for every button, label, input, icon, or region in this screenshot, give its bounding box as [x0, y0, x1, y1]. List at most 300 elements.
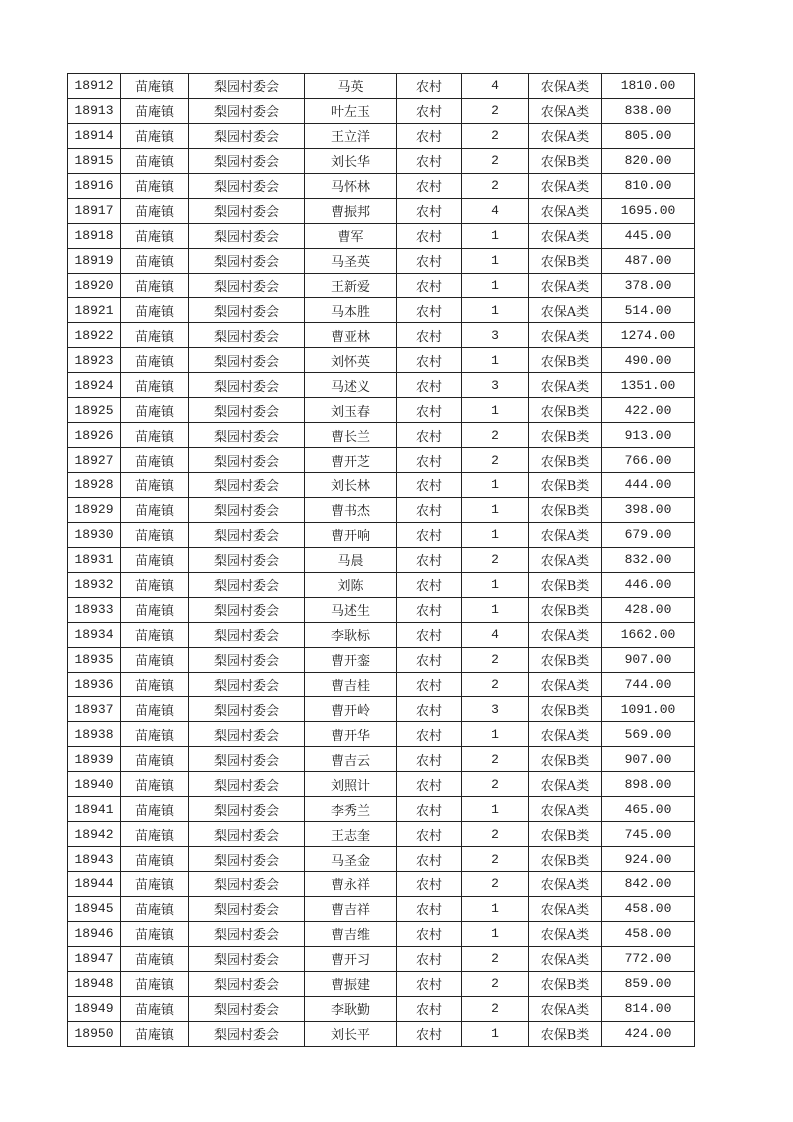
name-cell: 曹书杰 [305, 497, 397, 522]
table-row [68, 522, 695, 547]
name-cell: 刘陈 [305, 572, 397, 597]
name-cell: 王志奎 [305, 822, 397, 847]
insurance-category-cell: 农保B类 [529, 747, 602, 772]
village-committee-cell: 梨园村委会 [189, 198, 305, 223]
serial-number-cell: 18933 [68, 597, 121, 622]
name-cell: 刘长平 [305, 1021, 397, 1046]
town-cell: 苗庵镇 [121, 398, 189, 423]
household-size-cell: 2 [462, 772, 529, 797]
area-type-cell: 农村 [397, 971, 462, 996]
name-cell: 李耿勤 [305, 996, 397, 1021]
town-cell: 苗庵镇 [121, 847, 189, 872]
serial-number-cell: 18930 [68, 522, 121, 547]
table-row [68, 847, 695, 872]
serial-number-cell: 18940 [68, 772, 121, 797]
household-size-cell: 1 [462, 921, 529, 946]
area-type-cell: 农村 [397, 373, 462, 398]
amount-cell: 458.00 [602, 896, 695, 921]
amount-cell: 898.00 [602, 772, 695, 797]
table-row [68, 423, 695, 448]
insurance-category-cell: 农保B类 [529, 448, 602, 473]
insurance-category-cell: 农保B类 [529, 647, 602, 672]
insurance-category-cell: 农保A类 [529, 547, 602, 572]
amount-cell: 913.00 [602, 423, 695, 448]
town-cell: 苗庵镇 [121, 547, 189, 572]
insurance-category-cell: 农保B类 [529, 148, 602, 173]
serial-number-cell: 18928 [68, 473, 121, 498]
serial-number-cell: 18923 [68, 348, 121, 373]
name-cell: 李秀兰 [305, 797, 397, 822]
insurance-category-cell: 农保B类 [529, 497, 602, 522]
insurance-category-cell: 农保A类 [529, 921, 602, 946]
area-type-cell: 农村 [397, 597, 462, 622]
table-row [68, 323, 695, 348]
name-cell: 刘长华 [305, 148, 397, 173]
town-cell: 苗庵镇 [121, 448, 189, 473]
amount-cell: 838.00 [602, 98, 695, 123]
serial-number-cell: 18932 [68, 572, 121, 597]
table-row [68, 497, 695, 522]
table-row [68, 697, 695, 722]
serial-number-cell: 18950 [68, 1021, 121, 1046]
village-committee-cell: 梨园村委会 [189, 797, 305, 822]
name-cell: 曹吉云 [305, 747, 397, 772]
area-type-cell: 农村 [397, 921, 462, 946]
name-cell: 曹开岭 [305, 697, 397, 722]
amount-cell: 772.00 [602, 946, 695, 971]
household-size-cell: 2 [462, 448, 529, 473]
serial-number-cell: 18937 [68, 697, 121, 722]
area-type-cell: 农村 [397, 722, 462, 747]
name-cell: 曹开习 [305, 946, 397, 971]
town-cell: 苗庵镇 [121, 722, 189, 747]
name-cell: 马本胜 [305, 298, 397, 323]
area-type-cell: 农村 [397, 747, 462, 772]
amount-cell: 859.00 [602, 971, 695, 996]
town-cell: 苗庵镇 [121, 647, 189, 672]
village-committee-cell: 梨园村委会 [189, 622, 305, 647]
insurance-category-cell: 农保A类 [529, 98, 602, 123]
village-committee-cell: 梨园村委会 [189, 921, 305, 946]
amount-cell: 487.00 [602, 248, 695, 273]
table-row [68, 822, 695, 847]
household-size-cell: 1 [462, 273, 529, 298]
serial-number-cell: 18945 [68, 896, 121, 921]
name-cell: 曹开銮 [305, 647, 397, 672]
serial-number-cell: 18935 [68, 647, 121, 672]
area-type-cell: 农村 [397, 348, 462, 373]
table-row [68, 872, 695, 897]
insurance-category-cell: 农保A类 [529, 273, 602, 298]
serial-number-cell: 18921 [68, 298, 121, 323]
household-size-cell: 2 [462, 996, 529, 1021]
amount-cell: 766.00 [602, 448, 695, 473]
town-cell: 苗庵镇 [121, 198, 189, 223]
town-cell: 苗庵镇 [121, 348, 189, 373]
household-size-cell: 1 [462, 473, 529, 498]
amount-cell: 814.00 [602, 996, 695, 1021]
village-committee-cell: 梨园村委会 [189, 896, 305, 921]
serial-number-cell: 18916 [68, 173, 121, 198]
insurance-category-cell: 农保A类 [529, 946, 602, 971]
town-cell: 苗庵镇 [121, 996, 189, 1021]
area-type-cell: 农村 [397, 473, 462, 498]
insurance-category-cell: 农保A类 [529, 797, 602, 822]
name-cell: 曹开响 [305, 522, 397, 547]
name-cell: 刘长林 [305, 473, 397, 498]
amount-cell: 907.00 [602, 747, 695, 772]
name-cell: 曹亚林 [305, 323, 397, 348]
household-size-cell: 2 [462, 946, 529, 971]
area-type-cell: 农村 [397, 198, 462, 223]
amount-cell: 1810.00 [602, 74, 695, 99]
town-cell: 苗庵镇 [121, 747, 189, 772]
household-size-cell: 1 [462, 597, 529, 622]
insurance-category-cell: 农保A类 [529, 622, 602, 647]
household-size-cell: 4 [462, 198, 529, 223]
table-row [68, 722, 695, 747]
table-row [68, 348, 695, 373]
household-size-cell: 1 [462, 797, 529, 822]
town-cell: 苗庵镇 [121, 971, 189, 996]
village-committee-cell: 梨园村委会 [189, 497, 305, 522]
town-cell: 苗庵镇 [121, 896, 189, 921]
table-row [68, 547, 695, 572]
insurance-category-cell: 农保A类 [529, 123, 602, 148]
area-type-cell: 农村 [397, 572, 462, 597]
relief-roster-table [67, 73, 695, 1047]
serial-number-cell: 18914 [68, 123, 121, 148]
insurance-category-cell: 农保B类 [529, 572, 602, 597]
household-size-cell: 1 [462, 572, 529, 597]
insurance-category-cell: 农保B类 [529, 348, 602, 373]
town-cell: 苗庵镇 [121, 173, 189, 198]
village-committee-cell: 梨园村委会 [189, 448, 305, 473]
serial-number-cell: 18925 [68, 398, 121, 423]
serial-number-cell: 18926 [68, 423, 121, 448]
name-cell: 曹长兰 [305, 423, 397, 448]
area-type-cell: 农村 [397, 298, 462, 323]
household-size-cell: 1 [462, 223, 529, 248]
table-row [68, 1021, 695, 1046]
area-type-cell: 农村 [397, 896, 462, 921]
table-row [68, 797, 695, 822]
table-row [68, 597, 695, 622]
insurance-category-cell: 农保A类 [529, 872, 602, 897]
serial-number-cell: 18915 [68, 148, 121, 173]
area-type-cell: 农村 [397, 223, 462, 248]
area-type-cell: 农村 [397, 448, 462, 473]
serial-number-cell: 18927 [68, 448, 121, 473]
name-cell: 叶左玉 [305, 98, 397, 123]
area-type-cell: 农村 [397, 697, 462, 722]
amount-cell: 424.00 [602, 1021, 695, 1046]
name-cell: 马怀林 [305, 173, 397, 198]
name-cell: 马圣英 [305, 248, 397, 273]
area-type-cell: 农村 [397, 173, 462, 198]
village-committee-cell: 梨园村委会 [189, 522, 305, 547]
village-committee-cell: 梨园村委会 [189, 148, 305, 173]
area-type-cell: 农村 [397, 273, 462, 298]
table-row [68, 74, 695, 99]
village-committee-cell: 梨园村委会 [189, 248, 305, 273]
village-committee-cell: 梨园村委会 [189, 996, 305, 1021]
amount-cell: 1274.00 [602, 323, 695, 348]
village-committee-cell: 梨园村委会 [189, 123, 305, 148]
serial-number-cell: 18938 [68, 722, 121, 747]
amount-cell: 1695.00 [602, 198, 695, 223]
village-committee-cell: 梨园村委会 [189, 74, 305, 99]
name-cell: 马圣金 [305, 847, 397, 872]
amount-cell: 445.00 [602, 223, 695, 248]
table-row [68, 572, 695, 597]
name-cell: 王新爱 [305, 273, 397, 298]
table-row [68, 123, 695, 148]
table-row [68, 148, 695, 173]
insurance-category-cell: 农保A类 [529, 223, 602, 248]
town-cell: 苗庵镇 [121, 323, 189, 348]
village-committee-cell: 梨园村委会 [189, 872, 305, 897]
town-cell: 苗庵镇 [121, 772, 189, 797]
insurance-category-cell: 农保A类 [529, 323, 602, 348]
village-committee-cell: 梨园村委会 [189, 348, 305, 373]
serial-number-cell: 18918 [68, 223, 121, 248]
village-committee-cell: 梨园村委会 [189, 223, 305, 248]
insurance-category-cell: 农保A类 [529, 996, 602, 1021]
amount-cell: 490.00 [602, 348, 695, 373]
area-type-cell: 农村 [397, 123, 462, 148]
town-cell: 苗庵镇 [121, 223, 189, 248]
serial-number-cell: 18944 [68, 872, 121, 897]
name-cell: 曹军 [305, 223, 397, 248]
serial-number-cell: 18917 [68, 198, 121, 223]
name-cell: 曹开华 [305, 722, 397, 747]
household-size-cell: 2 [462, 547, 529, 572]
insurance-category-cell: 农保B类 [529, 847, 602, 872]
name-cell: 刘玉春 [305, 398, 397, 423]
serial-number-cell: 18913 [68, 98, 121, 123]
serial-number-cell: 18939 [68, 747, 121, 772]
village-committee-cell: 梨园村委会 [189, 98, 305, 123]
insurance-category-cell: 农保B类 [529, 597, 602, 622]
serial-number-cell: 18929 [68, 497, 121, 522]
area-type-cell: 农村 [397, 797, 462, 822]
amount-cell: 1091.00 [602, 697, 695, 722]
serial-number-cell: 18924 [68, 373, 121, 398]
town-cell: 苗庵镇 [121, 822, 189, 847]
town-cell: 苗庵镇 [121, 921, 189, 946]
town-cell: 苗庵镇 [121, 148, 189, 173]
table-row [68, 971, 695, 996]
table-row [68, 273, 695, 298]
table-row [68, 373, 695, 398]
town-cell: 苗庵镇 [121, 423, 189, 448]
amount-cell: 428.00 [602, 597, 695, 622]
table-row [68, 198, 695, 223]
area-type-cell: 农村 [397, 522, 462, 547]
serial-number-cell: 18931 [68, 547, 121, 572]
insurance-category-cell: 农保A类 [529, 198, 602, 223]
amount-cell: 378.00 [602, 273, 695, 298]
area-type-cell: 农村 [397, 946, 462, 971]
area-type-cell: 农村 [397, 98, 462, 123]
serial-number-cell: 18919 [68, 248, 121, 273]
name-cell: 马英 [305, 74, 397, 99]
insurance-category-cell: 农保B类 [529, 423, 602, 448]
village-committee-cell: 梨园村委会 [189, 722, 305, 747]
household-size-cell: 2 [462, 98, 529, 123]
table-row [68, 473, 695, 498]
household-size-cell: 2 [462, 423, 529, 448]
village-committee-cell: 梨园村委会 [189, 298, 305, 323]
table-row [68, 772, 695, 797]
village-committee-cell: 梨园村委会 [189, 747, 305, 772]
town-cell: 苗庵镇 [121, 622, 189, 647]
household-size-cell: 2 [462, 647, 529, 672]
name-cell: 马晨 [305, 547, 397, 572]
village-committee-cell: 梨园村委会 [189, 473, 305, 498]
table-row [68, 996, 695, 1021]
area-type-cell: 农村 [397, 497, 462, 522]
village-committee-cell: 梨园村委会 [189, 946, 305, 971]
area-type-cell: 农村 [397, 647, 462, 672]
name-cell: 马述义 [305, 373, 397, 398]
insurance-category-cell: 农保B类 [529, 398, 602, 423]
table-row [68, 398, 695, 423]
amount-cell: 446.00 [602, 572, 695, 597]
town-cell: 苗庵镇 [121, 248, 189, 273]
village-committee-cell: 梨园村委会 [189, 398, 305, 423]
household-size-cell: 2 [462, 847, 529, 872]
serial-number-cell: 18936 [68, 672, 121, 697]
name-cell: 曹永祥 [305, 872, 397, 897]
household-size-cell: 1 [462, 348, 529, 373]
household-size-cell: 1 [462, 522, 529, 547]
amount-cell: 842.00 [602, 872, 695, 897]
area-type-cell: 农村 [397, 74, 462, 99]
household-size-cell: 3 [462, 373, 529, 398]
table-row [68, 921, 695, 946]
household-size-cell: 2 [462, 822, 529, 847]
serial-number-cell: 18934 [68, 622, 121, 647]
area-type-cell: 农村 [397, 248, 462, 273]
name-cell: 马述生 [305, 597, 397, 622]
village-committee-cell: 梨园村委会 [189, 572, 305, 597]
household-size-cell: 2 [462, 148, 529, 173]
town-cell: 苗庵镇 [121, 797, 189, 822]
insurance-category-cell: 农保A类 [529, 173, 602, 198]
household-size-cell: 4 [462, 622, 529, 647]
village-committee-cell: 梨园村委会 [189, 597, 305, 622]
village-committee-cell: 梨园村委会 [189, 772, 305, 797]
table-row [68, 896, 695, 921]
insurance-category-cell: 农保A类 [529, 74, 602, 99]
name-cell: 曹吉维 [305, 921, 397, 946]
town-cell: 苗庵镇 [121, 473, 189, 498]
town-cell: 苗庵镇 [121, 298, 189, 323]
name-cell: 曹吉祥 [305, 896, 397, 921]
serial-number-cell: 18948 [68, 971, 121, 996]
name-cell: 曹开芝 [305, 448, 397, 473]
insurance-category-cell: 农保A类 [529, 672, 602, 697]
household-size-cell: 2 [462, 672, 529, 697]
insurance-category-cell: 农保A类 [529, 772, 602, 797]
town-cell: 苗庵镇 [121, 872, 189, 897]
amount-cell: 1351.00 [602, 373, 695, 398]
village-committee-cell: 梨园村委会 [189, 373, 305, 398]
town-cell: 苗庵镇 [121, 74, 189, 99]
village-committee-cell: 梨园村委会 [189, 647, 305, 672]
serial-number-cell: 18946 [68, 921, 121, 946]
amount-cell: 924.00 [602, 847, 695, 872]
table-row [68, 98, 695, 123]
amount-cell: 444.00 [602, 473, 695, 498]
household-size-cell: 2 [462, 747, 529, 772]
household-size-cell: 1 [462, 298, 529, 323]
village-committee-cell: 梨园村委会 [189, 822, 305, 847]
household-size-cell: 1 [462, 248, 529, 273]
serial-number-cell: 18912 [68, 74, 121, 99]
name-cell: 刘怀英 [305, 348, 397, 373]
serial-number-cell: 18949 [68, 996, 121, 1021]
amount-cell: 679.00 [602, 522, 695, 547]
household-size-cell: 1 [462, 722, 529, 747]
serial-number-cell: 18942 [68, 822, 121, 847]
area-type-cell: 农村 [397, 622, 462, 647]
amount-cell: 398.00 [602, 497, 695, 522]
name-cell: 曹振邦 [305, 198, 397, 223]
amount-cell: 810.00 [602, 173, 695, 198]
area-type-cell: 农村 [397, 148, 462, 173]
town-cell: 苗庵镇 [121, 273, 189, 298]
insurance-category-cell: 农保A类 [529, 298, 602, 323]
area-type-cell: 农村 [397, 547, 462, 572]
serial-number-cell: 18922 [68, 323, 121, 348]
table-row [68, 946, 695, 971]
name-cell: 曹振建 [305, 971, 397, 996]
household-size-cell: 1 [462, 1021, 529, 1046]
insurance-category-cell: 农保B类 [529, 822, 602, 847]
amount-cell: 744.00 [602, 672, 695, 697]
village-committee-cell: 梨园村委会 [189, 273, 305, 298]
household-size-cell: 1 [462, 497, 529, 522]
household-size-cell: 2 [462, 872, 529, 897]
household-size-cell: 3 [462, 323, 529, 348]
household-size-cell: 1 [462, 398, 529, 423]
area-type-cell: 农村 [397, 672, 462, 697]
town-cell: 苗庵镇 [121, 1021, 189, 1046]
table-row [68, 248, 695, 273]
serial-number-cell: 18920 [68, 273, 121, 298]
town-cell: 苗庵镇 [121, 672, 189, 697]
table-row [68, 747, 695, 772]
amount-cell: 907.00 [602, 647, 695, 672]
town-cell: 苗庵镇 [121, 123, 189, 148]
amount-cell: 1662.00 [602, 622, 695, 647]
amount-cell: 422.00 [602, 398, 695, 423]
insurance-category-cell: 农保A类 [529, 373, 602, 398]
insurance-category-cell: 农保B类 [529, 697, 602, 722]
town-cell: 苗庵镇 [121, 572, 189, 597]
area-type-cell: 农村 [397, 1021, 462, 1046]
village-committee-cell: 梨园村委会 [189, 847, 305, 872]
town-cell: 苗庵镇 [121, 946, 189, 971]
village-committee-cell: 梨园村委会 [189, 423, 305, 448]
town-cell: 苗庵镇 [121, 697, 189, 722]
amount-cell: 820.00 [602, 148, 695, 173]
household-size-cell: 3 [462, 697, 529, 722]
household-size-cell: 2 [462, 971, 529, 996]
